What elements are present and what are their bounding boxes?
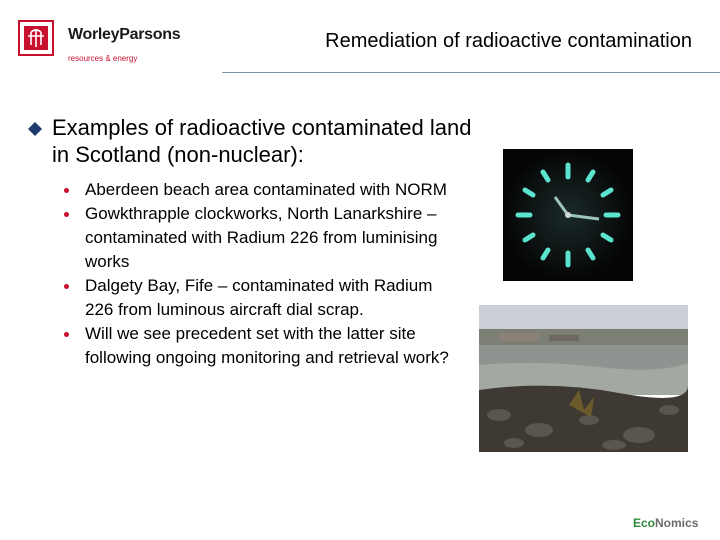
luminous-watch-dial-photo	[503, 149, 633, 281]
logo-tagline: resources & energy	[68, 54, 138, 63]
bullet-dot-icon	[64, 332, 69, 337]
worleyparsons-emblem-icon	[18, 20, 54, 56]
diamond-bullet-icon	[28, 122, 42, 136]
list-item	[58, 202, 458, 274]
slide-body	[28, 114, 478, 370]
list-item-text: Gowkthrapple clockworks, North Lanarkshire – contaminated with Radium 226 from luminising works	[85, 204, 438, 271]
bullet-dot-icon	[64, 284, 69, 289]
logo-name: WorleyParsons	[68, 26, 181, 43]
header-divider	[222, 72, 720, 73]
sub-bullet-list	[58, 178, 458, 370]
list-item	[58, 178, 458, 202]
bullet-dot-icon	[64, 212, 69, 217]
list-item-text: Dalgety Bay, Fife – contaminated with Radium 226 from luminous aircraft dial scrap.	[85, 276, 433, 319]
list-item	[58, 322, 458, 370]
list-item-text: Will we see precedent set with the latter site following ongoing monitoring and retrieval work?	[85, 324, 449, 367]
worleyparsons-logo	[18, 20, 218, 70]
list-item	[58, 274, 458, 322]
logo-eco: Eco	[633, 516, 656, 530]
logo-nomics: Nomics	[655, 516, 699, 530]
economics-logo	[633, 516, 698, 530]
bullet-dot-icon	[64, 188, 69, 193]
dalgety-bay-beach-photo	[479, 305, 688, 452]
main-bullet-text: Examples of radioactive contaminated land in Scotland (non-nuclear):	[52, 115, 472, 167]
list-item-text: Aberdeen beach area contaminated with NORM	[85, 180, 447, 199]
slide-title: Remediation of radioactive contamination	[325, 30, 692, 52]
